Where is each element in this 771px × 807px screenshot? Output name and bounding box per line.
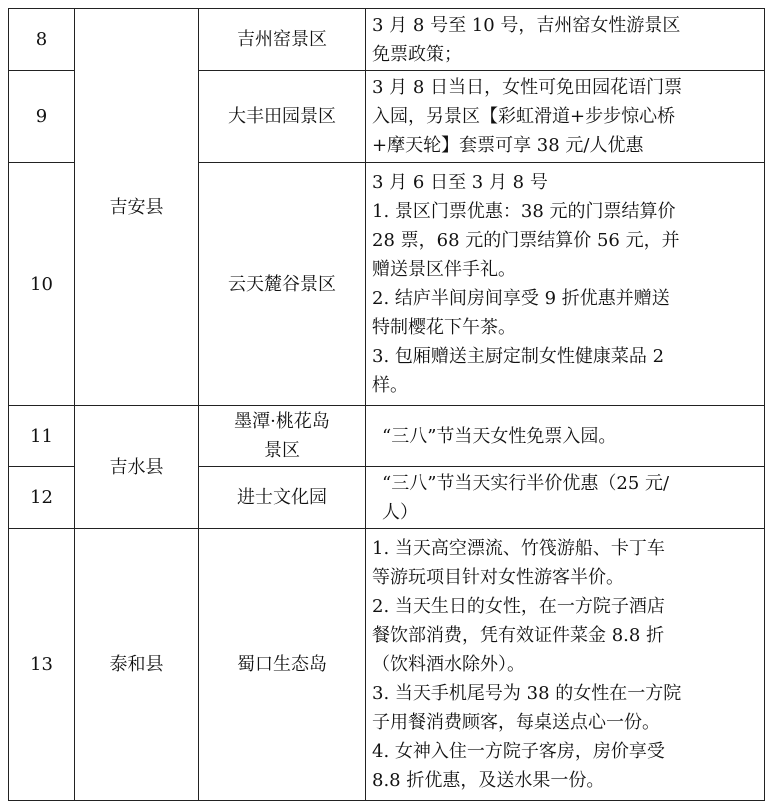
policy-line: 4. 女神入住一方院子客房，房价享受 xyxy=(372,741,665,762)
table-row xyxy=(9,406,765,467)
policy-cell xyxy=(366,406,765,467)
policy-line: “三八”节当天女性免票入园。 xyxy=(382,425,617,447)
policy-line: 3 月 6 日至 3 月 8 号 xyxy=(372,172,548,193)
policy-line: “三八”节当天实行半价优惠（25 元/ xyxy=(382,472,670,494)
policy-cell xyxy=(366,467,765,529)
policy-line: 28 票，68 元的门票结算价 56 元，并 xyxy=(372,230,680,251)
scenic-spot-line: 景区 xyxy=(264,440,300,461)
policy-cell xyxy=(366,529,765,801)
policy-line: 2. 当天生日的女性，在一方院子酒店 xyxy=(372,596,665,617)
policy-line: 2. 结庐半间房间享受 9 折优惠并赠送 xyxy=(372,288,670,309)
scenic-spot-cell xyxy=(199,406,366,467)
row-number: 10 xyxy=(9,163,75,406)
policy-cell xyxy=(366,163,765,406)
table-row xyxy=(9,529,765,801)
policy-line: 等游玩项目针对女性游客半价。 xyxy=(372,567,624,588)
row-number: 11 xyxy=(9,406,75,467)
discount-policy-table xyxy=(8,8,765,801)
policy-line: （饮料酒水除外）。 xyxy=(372,654,525,675)
policy-line: 赠送景区伴手礼。 xyxy=(372,259,516,280)
row-number: 9 xyxy=(9,71,75,163)
policy-line: 免票政策； xyxy=(372,43,462,65)
scenic-spot-cell: 大丰田园景区 xyxy=(199,71,366,163)
policy-cell xyxy=(366,9,765,71)
scenic-spot-cell: 进士文化园 xyxy=(199,467,366,529)
row-number: 12 xyxy=(9,467,75,529)
policy-line: 子用餐消费顾客，每桌送点心一份。 xyxy=(372,712,660,733)
county-cell: 泰和县 xyxy=(75,529,199,801)
policy-line: 8.8 折优惠，及送水果一份。 xyxy=(372,770,605,791)
policy-line: 入园，另景区【彩虹滑道+步步惊心桥 xyxy=(372,106,676,127)
policy-line: 3 月 8 号至 10 号，吉州窑女性游景区 xyxy=(372,14,681,36)
row-number: 13 xyxy=(9,529,75,801)
scenic-spot-cell: 云天麓谷景区 xyxy=(199,163,366,406)
scenic-spot-line: 墨潭·桃花岛 xyxy=(234,411,330,432)
county-cell: 吉安县 xyxy=(75,9,199,406)
policy-line: 餐饮部消费，凭有效证件菜金 8.8 折 xyxy=(372,625,665,646)
policy-line: 人） xyxy=(382,501,418,523)
scenic-spot-cell: 蜀口生态岛 xyxy=(199,529,366,801)
policy-line: 特制樱花下午茶。 xyxy=(372,317,516,338)
county-cell: 吉水县 xyxy=(75,406,199,529)
policy-line: 1. 当天高空漂流、竹筏游船、卡丁车 xyxy=(372,538,665,559)
policy-line: 3. 当天手机尾号为 38 的女性在一方院 xyxy=(372,683,682,704)
policy-line: +摩天轮】套票可享 38 元/人优惠 xyxy=(372,135,644,156)
policy-cell xyxy=(366,71,765,163)
policy-line: 3. 包厢赠送主厨定制女性健康菜品 2 xyxy=(372,346,665,367)
policy-line: 1. 景区门票优惠：38 元的门票结算价 xyxy=(372,201,676,222)
table-row xyxy=(9,9,765,71)
policy-line: 样。 xyxy=(372,375,408,396)
scenic-spot-cell: 吉州窑景区 xyxy=(199,9,366,71)
row-number: 8 xyxy=(9,9,75,71)
policy-line: 3 月 8 日当日，女性可免田园花语门票 xyxy=(372,77,683,98)
